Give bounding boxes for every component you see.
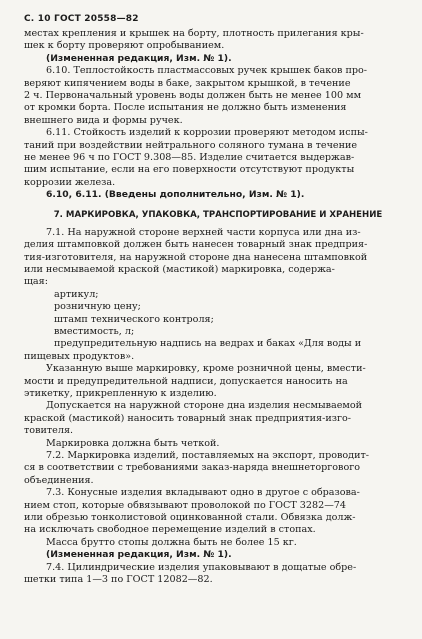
list-item: артикул; <box>54 288 99 300</box>
text-line: пищевых продуктов». <box>24 350 135 362</box>
amendment-note: (Измененная редакция, Изм. № 1). <box>46 549 232 561</box>
text-line: на исключать свободное перемещение изделий в стопах. <box>24 524 316 536</box>
amendment-note: (Измененная редакция, Изм. № 1). <box>46 52 232 64</box>
clause-6-11: 6.11. Стойкость изделий к коррозии проверяют методом испы- <box>46 127 368 139</box>
text-line: от кромки борта. После испытания не должно быть изменения <box>24 102 347 114</box>
text-line: коррозии железа. <box>24 176 116 188</box>
text-line: не менее 96 ч по ГОСТ 9.308—85. Изделие считается выдержав- <box>24 152 355 164</box>
text-line: или обрезью тонколистовой оцинкованной стали. Обвязка долж- <box>24 512 356 524</box>
text-line: Допускается на наружной стороне дна изделия несмываемой <box>46 400 363 412</box>
text-line: веряют кипячением воды в баке, закрытом крышкой, в течение <box>24 77 351 89</box>
amendment-note: 6.10, 6.11. (Введены дополнительно, Изм. № 1). <box>46 189 305 201</box>
page-header: С. 10 ГОСТ 20558—82 <box>24 14 139 24</box>
text-line: Указанную выше маркировку, кроме розничной цены, вмести- <box>46 363 366 375</box>
text-line: делия штамповкой должен быть нанесен товарный знак предприя- <box>24 239 368 251</box>
text-line: этикетку, прикрепленную к изделию. <box>24 387 217 399</box>
text-line: шетки типа 1—3 по ГОСТ 12082—82. <box>24 574 213 586</box>
text-line: Масса брутто стопы должна быть не более 15 кг. <box>46 536 297 548</box>
clause-7-3: 7.3. Конусные изделия вкладывают одно в другое с образова- <box>46 487 360 499</box>
text-line: шек к борту проверяют опробыванием. <box>24 40 225 52</box>
text-line: внешнего вида и формы ручек. <box>24 114 183 126</box>
clause-7-1: 7.1. На наружной стороне верхней части корпуса или дна из- <box>46 226 361 238</box>
list-item: штамп технического контроля; <box>54 313 214 325</box>
text-line: или несмываемой краской (мастикой) маркировка, содержа- <box>24 263 335 275</box>
text-line: нием стоп, которые обвязывают проволокой по ГОСТ 3282—74 <box>24 499 347 511</box>
text-line: мости и предупредительной надписи, допускается наносить на <box>24 375 348 387</box>
text-line: тия-изготовителя, на наружной стороне дна нанесена штамповкой <box>24 251 368 263</box>
clause-7-4: 7.4. Цилиндрические изделия упаковывают в дощатые обре- <box>46 561 357 573</box>
section-heading: 7. МАРКИРОВКА, УПАКОВКА, ТРАНСПОРТИРОВАНИЕ И ХРАНЕНИЕ <box>53 209 383 220</box>
text-line: краской (мастикой) наносить товарный знак предприятия-изго- <box>24 412 352 424</box>
clause-7-2: 7.2. Маркировка изделий, поставляемых на экспорт, проводит- <box>46 450 370 461</box>
list-item: розничную цену; <box>54 301 141 313</box>
list-item: предупредительную надпись на ведрах и баках «Для воды и <box>54 338 362 350</box>
text-line: щая: <box>24 276 48 288</box>
text-line: местах крепления и крышек на борту, плотность прилегания кры- <box>24 28 364 39</box>
text-line: Маркировка должна быть четкой. <box>46 437 220 449</box>
text-line: шим испытание, если на его поверхности отсутствуют продукты <box>24 164 355 176</box>
list-item: вместимость, л; <box>54 325 135 337</box>
text-line: объединения. <box>24 474 94 486</box>
text-line: товителя. <box>24 425 74 437</box>
clause-6-10: 6.10. Теплостойкость пластмассовых ручек крышек баков про- <box>46 65 368 77</box>
text-line: 2 ч. Первоначальный уровень воды должен быть не менее 100 мм <box>24 90 362 102</box>
text-line: ся в соответствии с требованиями заказ-наряда внешнеторгового <box>24 462 361 474</box>
text-line: таний при воздействии нейтрального соляного тумана в течение <box>24 139 358 151</box>
